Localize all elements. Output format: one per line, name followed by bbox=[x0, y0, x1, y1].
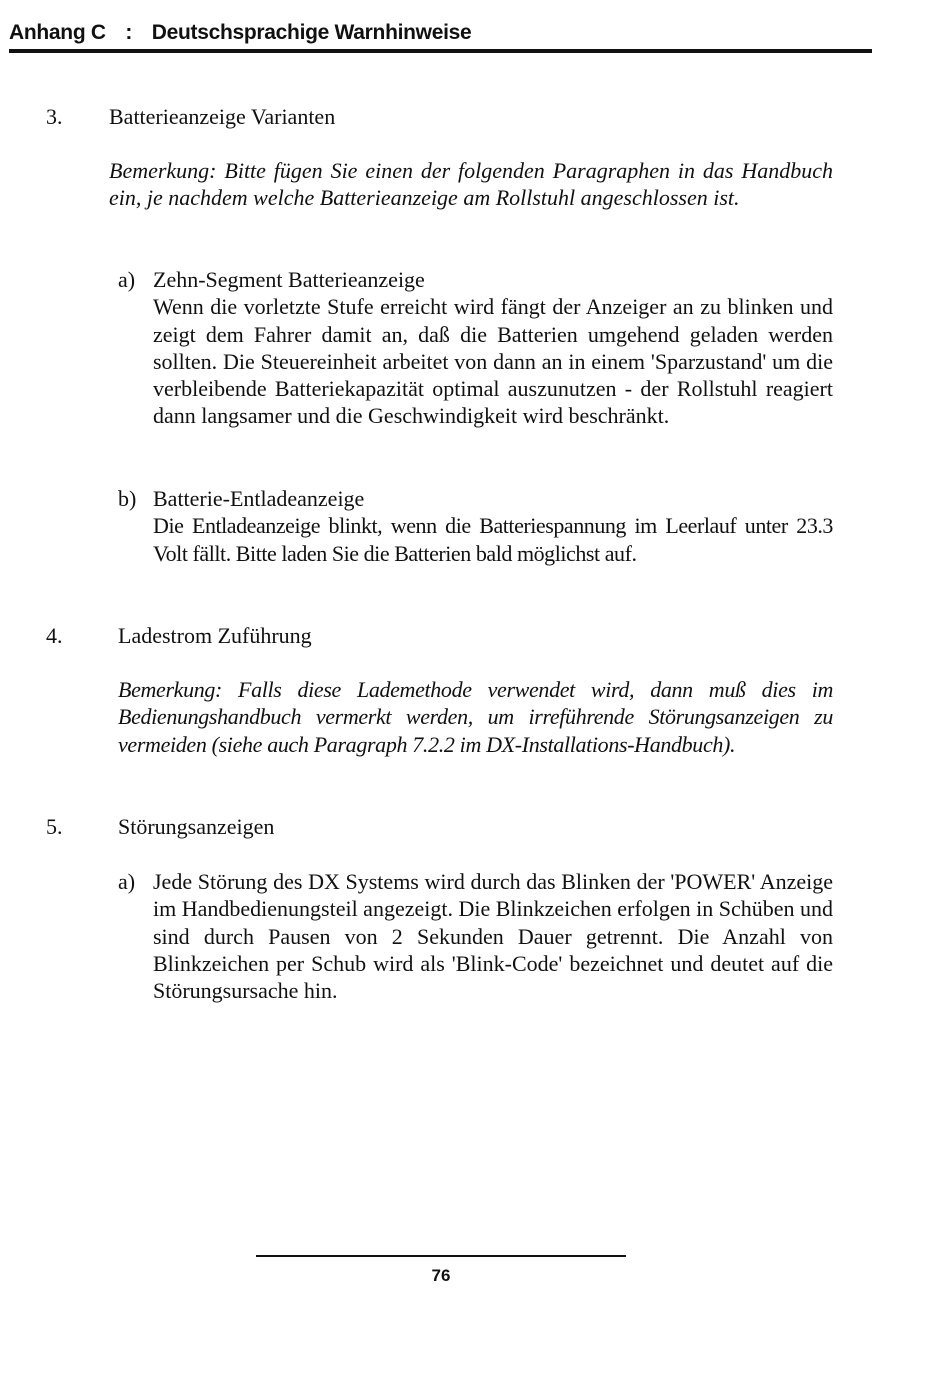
section-5-item-a bbox=[153, 868, 833, 1004]
section-3-title: Batterieanzeige Varianten bbox=[109, 104, 336, 129]
section-3-item-b-label: b) bbox=[118, 486, 137, 511]
header-separator: : bbox=[125, 21, 133, 44]
header-title: Deutschsprachige Warnhinweise bbox=[151, 21, 472, 44]
section-3-item-a bbox=[153, 266, 833, 430]
section-4-note: Bemerkung: Falls diese Lademethode verwendet wird, dann muß dies im Bedienungshandbuch vermerkt werden, um irreführende Störungsanzeigen zu vermeiden (siehe auch Paragraph 7.2.2 im DX-Installations-Handbuch). bbox=[118, 677, 833, 757]
section-3-item-b bbox=[153, 485, 833, 567]
section-4-title: Ladestrom Zuführung bbox=[118, 623, 312, 648]
footer-rule bbox=[256, 1255, 626, 1257]
section-4-number: 4. bbox=[46, 623, 63, 648]
section-5-item-a-text: Jede Störung des DX Systems wird durch das Blinken der 'POWER' Anzeige im Handbedienungsteil angezeigt. Die Blinkzeichen erfolgen in Schüben und sind durch Pausen von 2 Sekunden Dauer getrennt. Die Anzahl von Blinkzeichen per Schub wird als 'Blink-Code' bezeichnet und deutet auf die Störungsursache hin. bbox=[153, 869, 833, 1004]
section-3-item-a-title: Zehn-Segment Batterieanzeige bbox=[153, 267, 425, 292]
section-3-item-b-text: Die Entladeanzeige blinkt, wenn die Batteriespannung im Leerlauf unter 23.3 Volt fällt. Bitte laden Sie die Batterien bald möglichst auf. bbox=[153, 513, 833, 566]
section-5-number: 5. bbox=[46, 814, 63, 839]
page-header bbox=[9, 19, 872, 53]
section-3-number: 3. bbox=[46, 104, 63, 129]
section-5-item-a-label: a) bbox=[118, 869, 136, 894]
section-3-item-b-title: Batterie-Entladeanzeige bbox=[153, 486, 365, 511]
section-3-note: Bemerkung: Bitte fügen Sie einen der folgenden Paragraphen in das Handbuch ein, je nachdem welche Batterieanzeige am Rollstuhl angeschlossen ist. bbox=[109, 158, 833, 211]
appendix-label: Anhang C bbox=[9, 21, 106, 44]
page-number: 76 bbox=[431, 1266, 451, 1285]
section-3-item-a-text: Wenn die vorletzte Stufe erreicht wird fängt der Anzeiger an zu blinken und zeigt dem Fahrer damit an, daß die Batterien umgehend geladen werden sollten. Die Steuereinheit arbeitet von dann an in einem 'Sparzustand' um die verbleibende Batteriekapazität optimal auszunutzen - der Rollstuhl reagiert dann langsamer und die Geschwindigkeit wird beschränkt. bbox=[153, 294, 833, 429]
section-5-title: Störungsanzeigen bbox=[118, 814, 275, 839]
section-3-item-a-label: a) bbox=[118, 267, 136, 292]
